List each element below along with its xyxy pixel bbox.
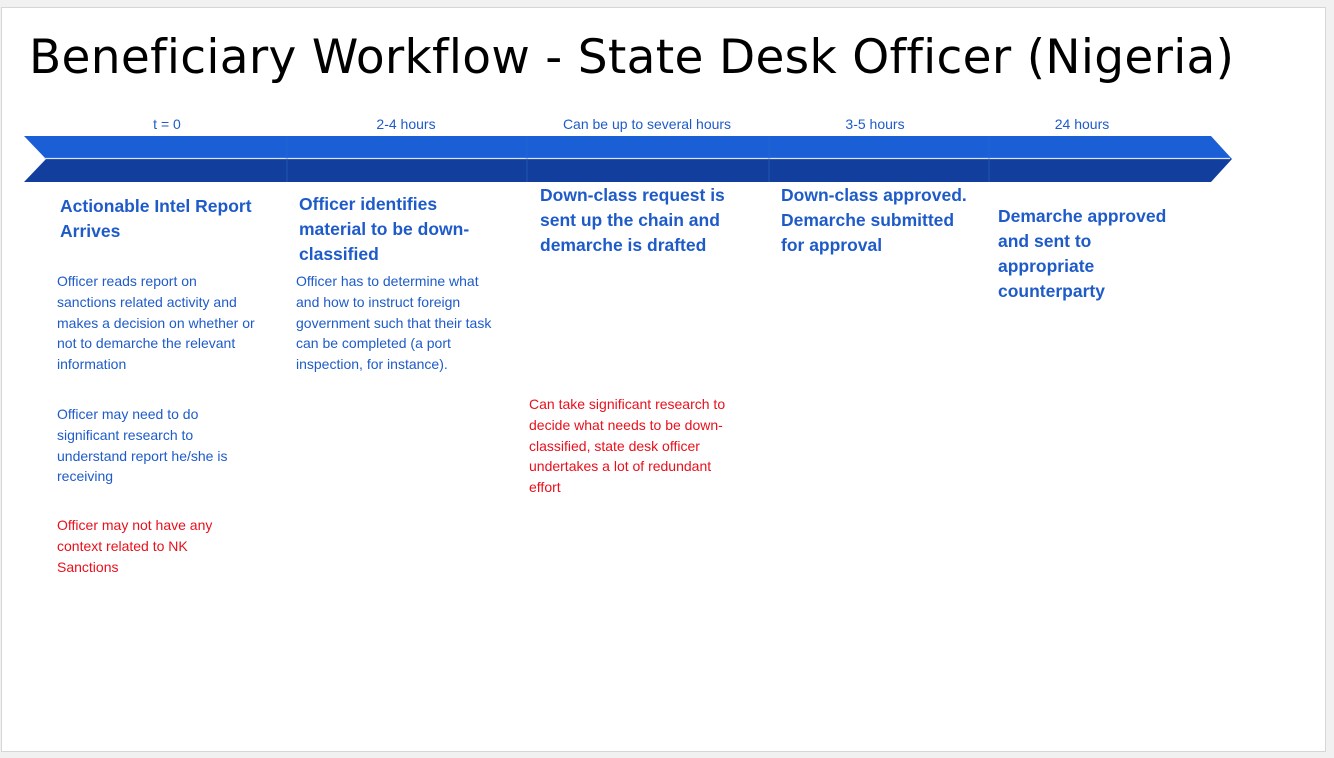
step-1-risk-1: Officer may not have any context related to NK Sanctions bbox=[57, 517, 213, 575]
step-3-heading: Down-class request is sent up the chain and demarche is drafted bbox=[540, 185, 725, 255]
timeline-label-several-hours: Can be up to several hours bbox=[562, 116, 732, 132]
slide-title: Beneficiary Workflow - State Desk Officer (Nigeria) bbox=[29, 30, 1235, 85]
timeline-label-t0: t = 0 bbox=[153, 116, 181, 132]
timeline-label-24-hours: 24 hours bbox=[1054, 116, 1110, 132]
timeline-label-2-4-hours: 2-4 hours bbox=[376, 116, 436, 132]
timeline-arrow-top-half bbox=[24, 136, 1232, 159]
step-2-heading: Officer identifies material to be down-classified bbox=[299, 194, 470, 264]
step-2-note-1: Officer has to determine what and how to instruct foreign government such that their task can be completed (a port inspection, for instance). bbox=[296, 273, 492, 373]
step-4-heading: Down-class approved. Demarche submitted for approval bbox=[781, 185, 967, 255]
step-1-note-2: Officer may need to do significant research to understand report he/she is receiving bbox=[57, 406, 228, 485]
step-1-heading: Actionable Intel Report Arrives bbox=[60, 196, 252, 241]
timeline-arrow-bottom-half bbox=[24, 159, 1232, 182]
timeline-arrow bbox=[24, 136, 1232, 182]
step-3-risk-1: Can take significant research to decide what needs to be down-classified, state desk officer undertakes a lot of redundant effort bbox=[529, 396, 726, 496]
step-5-heading: Demarche approved and sent to appropriate counterparty bbox=[998, 206, 1167, 301]
timeline-label-3-5-hours: 3-5 hours bbox=[845, 116, 905, 132]
step-1-note-1: Officer reads report on sanctions related activity and makes a decision on whether or not to demarche the relevant information bbox=[57, 273, 255, 373]
